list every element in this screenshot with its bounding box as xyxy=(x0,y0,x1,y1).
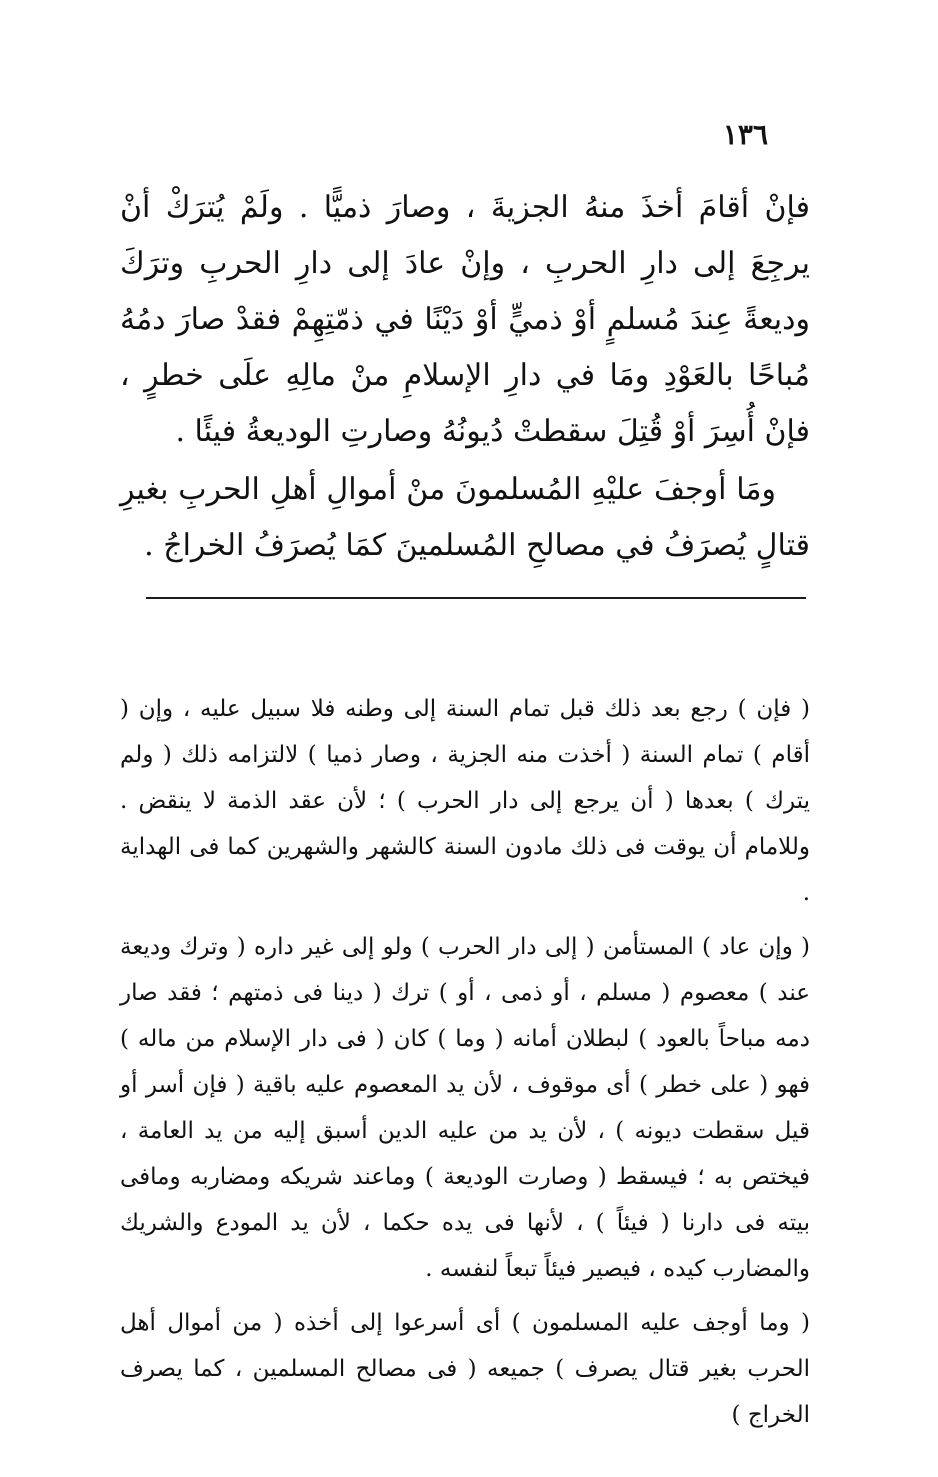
main-text-paragraph: فإنْ أقامَ أخذَ منهُ الجزيةَ ، وصارَ ذميًّا . ولَمْ يُترَكْ أنْ يرجِعَ إلى دارِ الحربِ ، وإنْ عادَ إلى دارِ الحربِ وترَكَ وديعةً عِندَ مُسلمٍ أوْ ذميٍّ أوْ دَيْنًا في ذمّتِهِمْ فقدْ صارَ دمُهُ مُباحًا بالعَوْدِ ومَا في دارِ الإسلامِ منْ مالِهِ علَى خطرٍ ، فإنْ أُسِرَ أوْ قُتِلَ سقطتْ دُيونُهُ وصارتِ الوديعةُ فيئًا . xyxy=(120,190,810,449)
page-number: ١٣٦ xyxy=(722,118,768,151)
main-text xyxy=(120,180,810,574)
commentary-paragraph: ( وإن عاد ) المستأمن ( إلى دار الحرب ) ولو إلى غير داره ( وترك وديعة عند ) معصوم ( مسلم ، أو ذمى ، أو ) ترك ( دينا فى ذمتهم ؛ فقد صار دمه مباحاً بالعود ) لبطلان أمانه ( وما ) كان ( فى دار الإسلام من ماله ) فهو ( على خطر ) أى موقوف ، لأن يد المعصوم عليه باقية ( فإن أسر أو قيل سقطت ديونه ) ، لأن يد من عليه الدين أسبق إليه من يد العامة ، فيختص به ؛ فيسقط ( وصارت الوديعة ) وماعند شريكه ومضاربه ومافى بيته فى دارنا ( فيئاً ) ، لأنها فى يده حكما ، لأن يد المودع والشريك والمضارب كيده ، فيصير فيئاً تبعاً لنفسه . xyxy=(120,934,810,1282)
commentary-paragraph: ( فإن ) رجع بعد ذلك قبل تمام السنة إلى وطنه فلا سبيل عليه ، وإن ( أقام ) تمام السنة ( أخذت منه الجزية ، وصار ذميا ) لالتزامه ذلك ( ولم يترك ) بعدها ( أن يرجع إلى دار الحرب ) ؛ لأن عقد الذمة لا ينقض . وللامام أن يوقت فى ذلك مادون السنة كالشهر والشهرين كما فى الهداية . xyxy=(120,696,810,906)
commentary-paragraph: ( وما أوجف عليه المسلمون ) أى أسرعوا إلى أخذه ( من أموال أهل الحرب بغير قتال يصرف ) جميعه ( فى مصالح المسلمين ، كما يصرف الخراج ) xyxy=(120,1310,810,1428)
separator-rule xyxy=(146,597,806,599)
main-text-paragraph: ومَا أوجفَ عليْهِ المُسلمونَ منْ أموالِ أهلِ الحربِ بغيرِ قتالٍ يُصرَفُ في مصالحِ المُسلمينَ كمَا يُصرَفُ الخراجُ . xyxy=(120,472,810,563)
commentary-text xyxy=(120,686,810,1438)
